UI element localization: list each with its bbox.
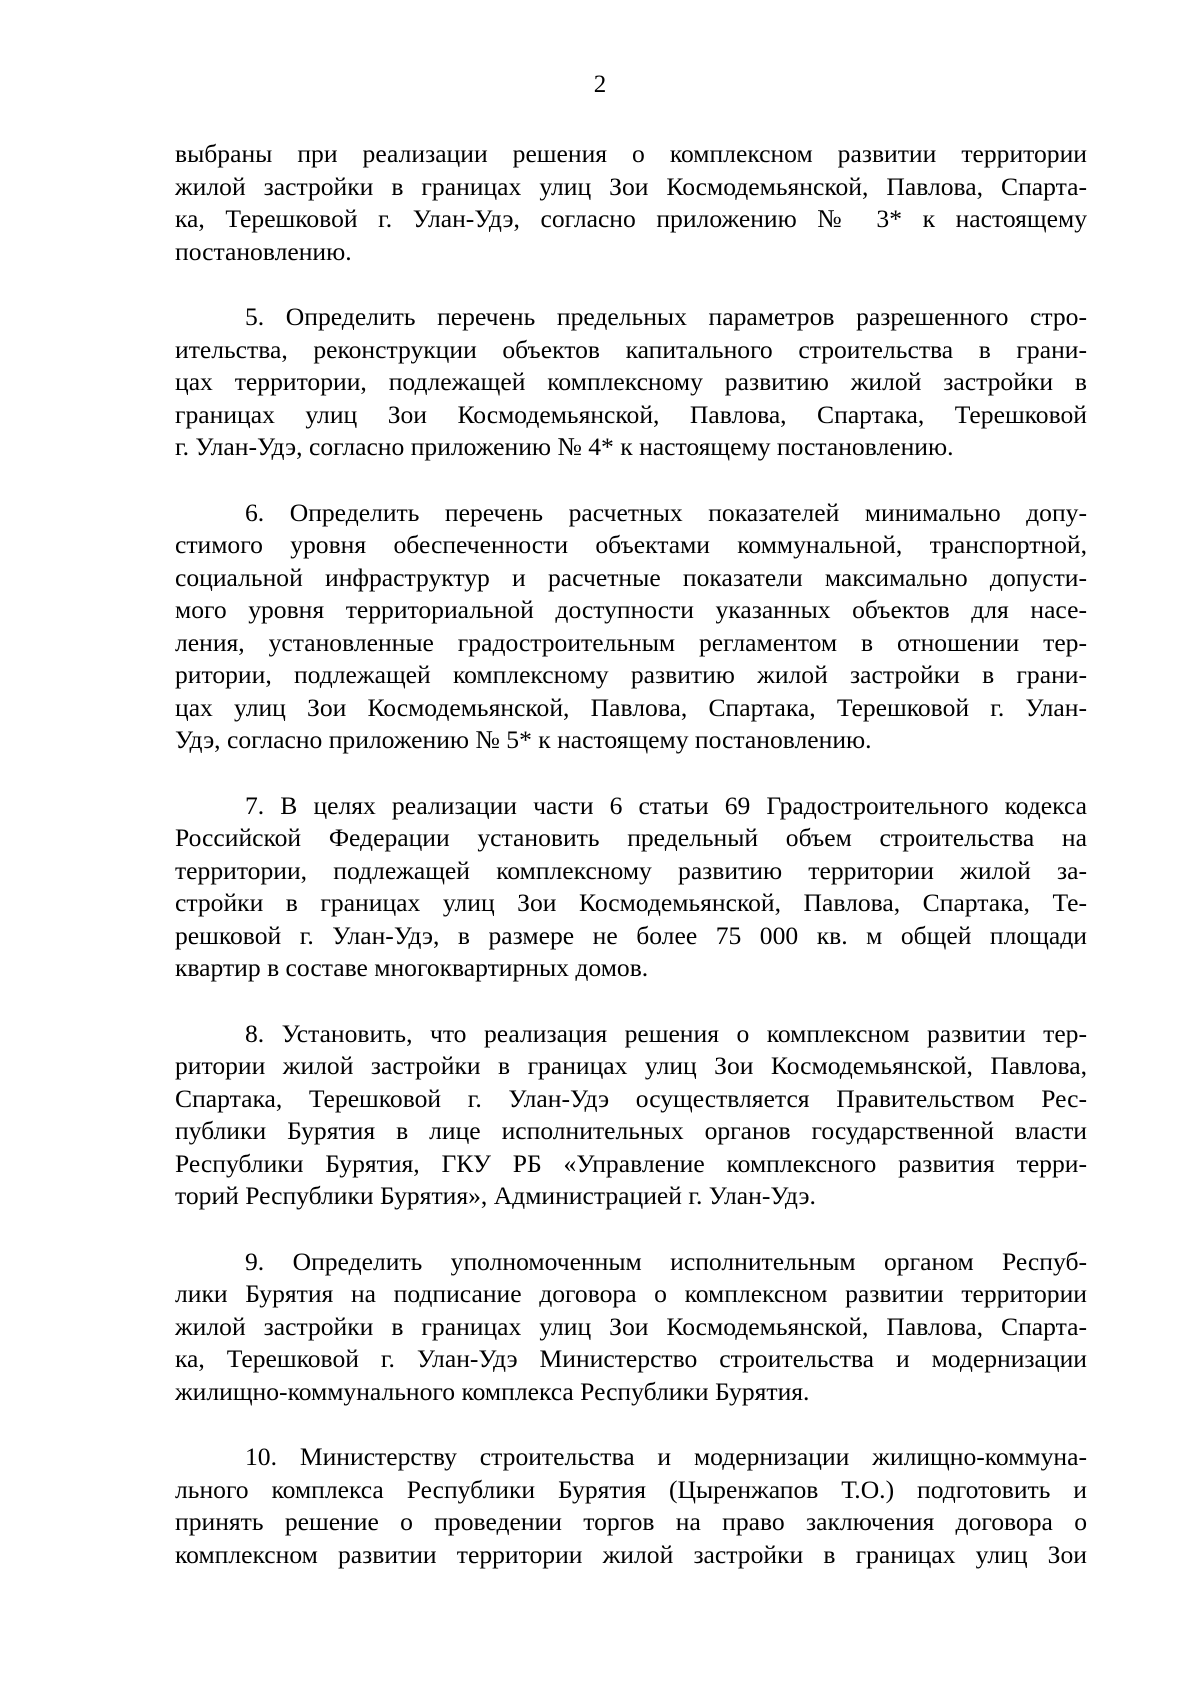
paragraph xyxy=(175,1246,1087,1409)
text-line: Удэ, согласно приложению № 5* к настоящему постановлению. xyxy=(175,725,872,754)
text-line: комплексном развитии территории жилой застройки в границах улиц Зои xyxy=(175,1539,1087,1569)
text-line: цах улиц Зои Космодемьянской, Павлова, Спартака, Терешковой г. Улан- xyxy=(175,692,1087,722)
paragraph xyxy=(175,790,1087,985)
paragraph xyxy=(175,1018,1087,1213)
page-number: 2 xyxy=(593,71,607,98)
text-line: стройки в границах улиц Зои Космодемьянской, Павлова, Спартака, Те- xyxy=(175,888,1087,917)
text-line: 10. Министерству строительства и модернизации жилищно-коммуна- xyxy=(245,1442,1087,1471)
text-line: границах улиц Зои Космодемьянской, Павлова, Спартака, Терешковой xyxy=(175,399,1087,429)
text-line: 8. Установить, что реализация решения о комплексном развитии тер- xyxy=(245,1018,1087,1048)
text-line: мого уровня территориальной доступности указанных объектов для насе- xyxy=(175,595,1087,624)
text-line: социальной инфраструктур и расчетные показатели максимально допусти- xyxy=(175,562,1087,592)
text-line: льного комплекса Республики Бурятия (Цыренжапов Т.О.) подготовить и xyxy=(175,1474,1087,1504)
text-line: ка, Терешковой г. Улан-Удэ, согласно приложению № 3* к настоящему xyxy=(175,204,1087,233)
paragraph xyxy=(175,1441,1087,1571)
paragraph xyxy=(175,138,1087,268)
paragraph xyxy=(175,301,1087,464)
text-line: 7. В целях реализации части 6 статьи 69 Градостроительного кодекса xyxy=(245,790,1087,820)
text-line: ительства, реконструкции объектов капитального строительства в грани- xyxy=(175,334,1087,364)
text-line: жилой застройки в границах улиц Зои Космодемьянской, Павлова, Спарта- xyxy=(175,1311,1087,1341)
text-line: ритории, подлежащей комплексному развитию жилой застройки в грани- xyxy=(175,660,1087,689)
text-line: лики Бурятия на подписание договора о комплексном развитии территории xyxy=(175,1279,1087,1308)
text-line: 6. Определить перечень расчетных показателей минимально допу- xyxy=(245,497,1087,527)
text-line: торий Республики Бурятия», Администрацией г. Улан-Удэ. xyxy=(175,1181,816,1210)
text-line: жилищно-коммунального комплекса Республики Бурятия. xyxy=(175,1376,810,1406)
text-line: 9. Определить уполномоченным исполнительным органом Респуб- xyxy=(245,1246,1087,1276)
text-line: Спартака, Терешковой г. Улан-Удэ осуществляется Правительством Рес- xyxy=(175,1083,1087,1113)
text-line: публики Бурятия в лице исполнительных органов государственной власти xyxy=(175,1116,1087,1145)
text-line: выбраны при реализации решения о комплексном развитии территории xyxy=(175,139,1087,168)
text-line: квартир в составе многоквартирных домов. xyxy=(175,953,649,982)
document-body xyxy=(175,138,1087,1604)
text-line: цах территории, подлежащей комплексному развитию жилой застройки в xyxy=(175,367,1087,396)
paragraph xyxy=(175,497,1087,757)
text-line: г. Улан-Удэ, согласно приложению № 4* к настоящему постановлению. xyxy=(175,432,954,461)
text-line: постановлению. xyxy=(175,236,352,266)
text-line: ка, Терешковой г. Улан-Удэ Министерство строительства и модернизации xyxy=(175,1344,1087,1373)
text-line: ритории жилой застройки в границах улиц Зои Космодемьянской, Павлова, xyxy=(175,1051,1087,1080)
text-line: Республики Бурятия, ГКУ РБ «Управление комплексного развития терри- xyxy=(175,1148,1087,1178)
text-line: принять решение о проведении торгов на право заключения договора о xyxy=(175,1507,1087,1536)
text-line: территории, подлежащей комплексному развитию территории жилой за- xyxy=(175,855,1087,885)
text-line: Российской Федерации установить предельный объем строительства на xyxy=(175,823,1087,852)
text-line: жилой застройки в границах улиц Зои Космодемьянской, Павлова, Спарта- xyxy=(175,171,1087,201)
text-line: ления, установленные градостроительным регламентом в отношении тер- xyxy=(175,627,1087,657)
text-line: решковой г. Улан-Удэ, в размере не более 75 000 кв. м общей площади xyxy=(175,920,1087,950)
text-line: 5. Определить перечень предельных параметров разрешенного стро- xyxy=(245,302,1087,331)
text-line: стимого уровня обеспеченности объектами коммунальной, транспортной, xyxy=(175,530,1087,559)
